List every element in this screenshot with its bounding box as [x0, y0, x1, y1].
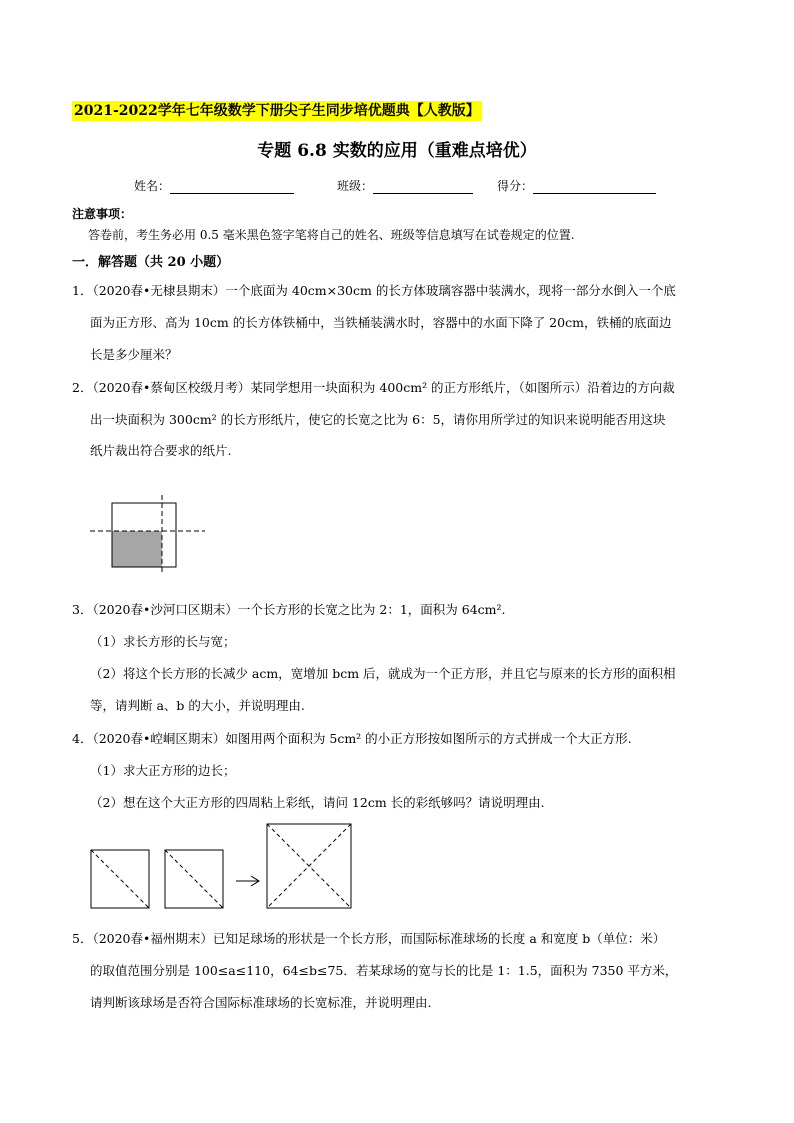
notes-heading: 注意事项： [72, 207, 133, 221]
q5-line-2: 的取值范围分别是 100≤a≤110，64≤b≤75．若某球场的宽与长的比是 1：1.5，面积为 7350 平方米， [90, 963, 678, 978]
page-title: 专题 6.8 实数的应用（重难点培优） [257, 141, 537, 161]
q4-small-diagonal-1 [91, 850, 149, 908]
q2-line-2: 出一块面积为 300cm² 的长方形纸片，使它的长宽之比为 6：5，请你用所学过的知识来说明能否用这块 [90, 412, 666, 427]
name-blank[interactable] [170, 181, 294, 194]
q4-small-diagonal-2 [165, 850, 223, 908]
notes-body: 答卷前，考生务必用 0.5 毫米黑色签字笔将自己的姓名、班级等信息填写在试卷规定的位置. [88, 228, 575, 242]
q3-line-2: （1）求长方形的长与宽； [90, 634, 236, 649]
q3-line-1: 3．（2020春•沙河口区期末）一个长方形的长宽之比为 2：1，面积为 64cm². [72, 602, 506, 617]
q4-line-3: （2）想在这个大正方形的四周粘上彩纸，请问 12cm 长的彩纸够吗？请说明理由. [90, 795, 545, 810]
q5-line-3: 请判断该球场是否符合国际标准球场的长宽标准，并说明理由. [90, 995, 432, 1010]
q3-line-3: （2）将这个长方形的长减少 acm，宽增加 bcm 后，就成为一个正方形，并且它与原来的长方形的面积相 [90, 666, 676, 681]
score-blank[interactable] [533, 181, 656, 194]
header-tag: 2021-2022学年七年级数学下册尖子生同步培优题典【人教版】 [74, 103, 480, 119]
section-title: 一．解答题（共 20 小题） [72, 255, 230, 270]
q1-line-2: 面为正方形、高为 10cm 的长方体铁桶中，当铁桶装满水时，容器中的水面下降了 20cm，铁桶的底面边 [90, 315, 672, 330]
q4-small-square-1 [91, 850, 149, 908]
class-blank[interactable] [373, 181, 473, 194]
q4-figure [88, 820, 358, 912]
q5-line-1: 5．（2020春•福州期末）已知足球场的形状是一个长方形，而国际标准球场的长度 a 和宽度 b（单位：米） [72, 931, 666, 946]
name-label: 姓名： [134, 179, 171, 193]
q2-line-1: 2．（2020春•蔡甸区校级月考）某同学想用一块面积为 400cm² 的正方形纸片，（如图所示）沿着边的方向裁 [72, 380, 675, 395]
q2-line-3: 纸片裁出符合要求的纸片. [90, 443, 232, 458]
class-field [337, 177, 473, 194]
q1-line-3: 长是多少厘米？ [90, 347, 178, 362]
class-label: 班级： [337, 179, 374, 193]
q3-line-4: 等，请判断 a、b 的大小，并说明理由. [90, 698, 305, 713]
q4-line-1: 4．（2020春•崆峒区期末）如图用两个面积为 5cm² 的小正方形按如图所示的方式拼成一个大正方形. [72, 731, 632, 746]
q4-line-2: （1）求大正方形的边长； [90, 763, 236, 778]
q2-figure [90, 495, 210, 575]
score-field [497, 177, 656, 194]
q1-line-1: 1．（2020春•无棣县期末）一个底面为 40cm×30cm 的长方体玻璃容器中装满水，现将一部分水倒入一个底 [72, 283, 676, 298]
q2-shaded-rect [112, 531, 162, 567]
name-field [134, 177, 294, 194]
q4-small-square-2 [165, 850, 223, 908]
score-label: 得分： [497, 179, 534, 193]
